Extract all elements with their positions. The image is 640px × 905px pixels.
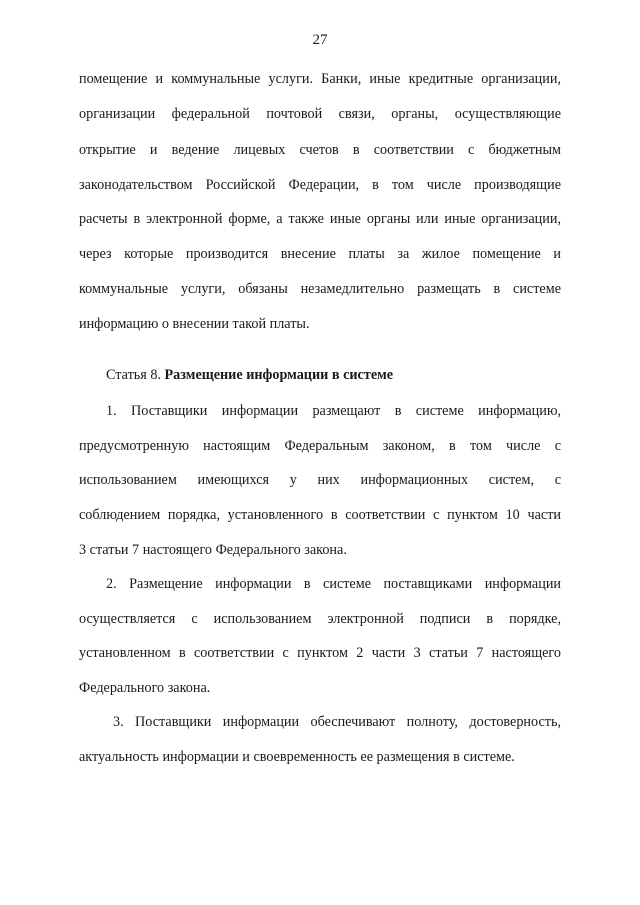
page-number: 27 (312, 32, 328, 48)
text-line: организации федеральной почтовой связи, органы, осуществляющие (79, 106, 561, 122)
text-line: 3. Поставщики информации обеспечивают полноту, достоверность, (113, 714, 561, 730)
text-line: соблюдением порядка, установленного в соответствии с пунктом 10 части (79, 507, 561, 523)
article-heading (106, 366, 393, 384)
text-line: использованием имеющихся у них информационных систем, с (79, 472, 561, 488)
article-label: Статья 8. (106, 367, 161, 383)
text-line: помещение и коммунальные услуги. Банки, иные кредитные организации, (79, 71, 561, 87)
text-line: предусмотренную настоящим Федеральным законом, в том числе с (79, 438, 561, 454)
text-line: 3 статьи 7 настоящего Федерального закона. (79, 542, 347, 558)
text-line: открытие и ведение лицевых счетов в соответствии с бюджетным (79, 142, 561, 158)
text-line: актуальность информации и своевременность ее размещения в системе. (79, 749, 515, 765)
text-line: информацию о внесении такой платы. (79, 316, 310, 332)
text-line: Федерального закона. (79, 680, 211, 696)
text-line: 2. Размещение информации в системе поставщиками информации (106, 576, 561, 592)
text-line: законодательством Российской Федерации, в том числе производящие (79, 177, 561, 193)
text-line: расчеты в электронной форме, а также иные органы или иные организации, (79, 211, 561, 227)
text-line: коммунальные услуги, обязаны незамедлительно размещать в системе (79, 281, 561, 297)
text-line: через которые производится внесение платы за жилое помещение и (79, 246, 561, 262)
text-line: осуществляется с использованием электронной подписи в порядке, (79, 611, 561, 627)
article-title: Размещение информации в системе (164, 367, 394, 383)
text-line: 1. Поставщики информации размещают в системе информацию, (106, 403, 561, 419)
text-line: установленном в соответствии с пунктом 2 части 3 статьи 7 настоящего (79, 645, 561, 661)
